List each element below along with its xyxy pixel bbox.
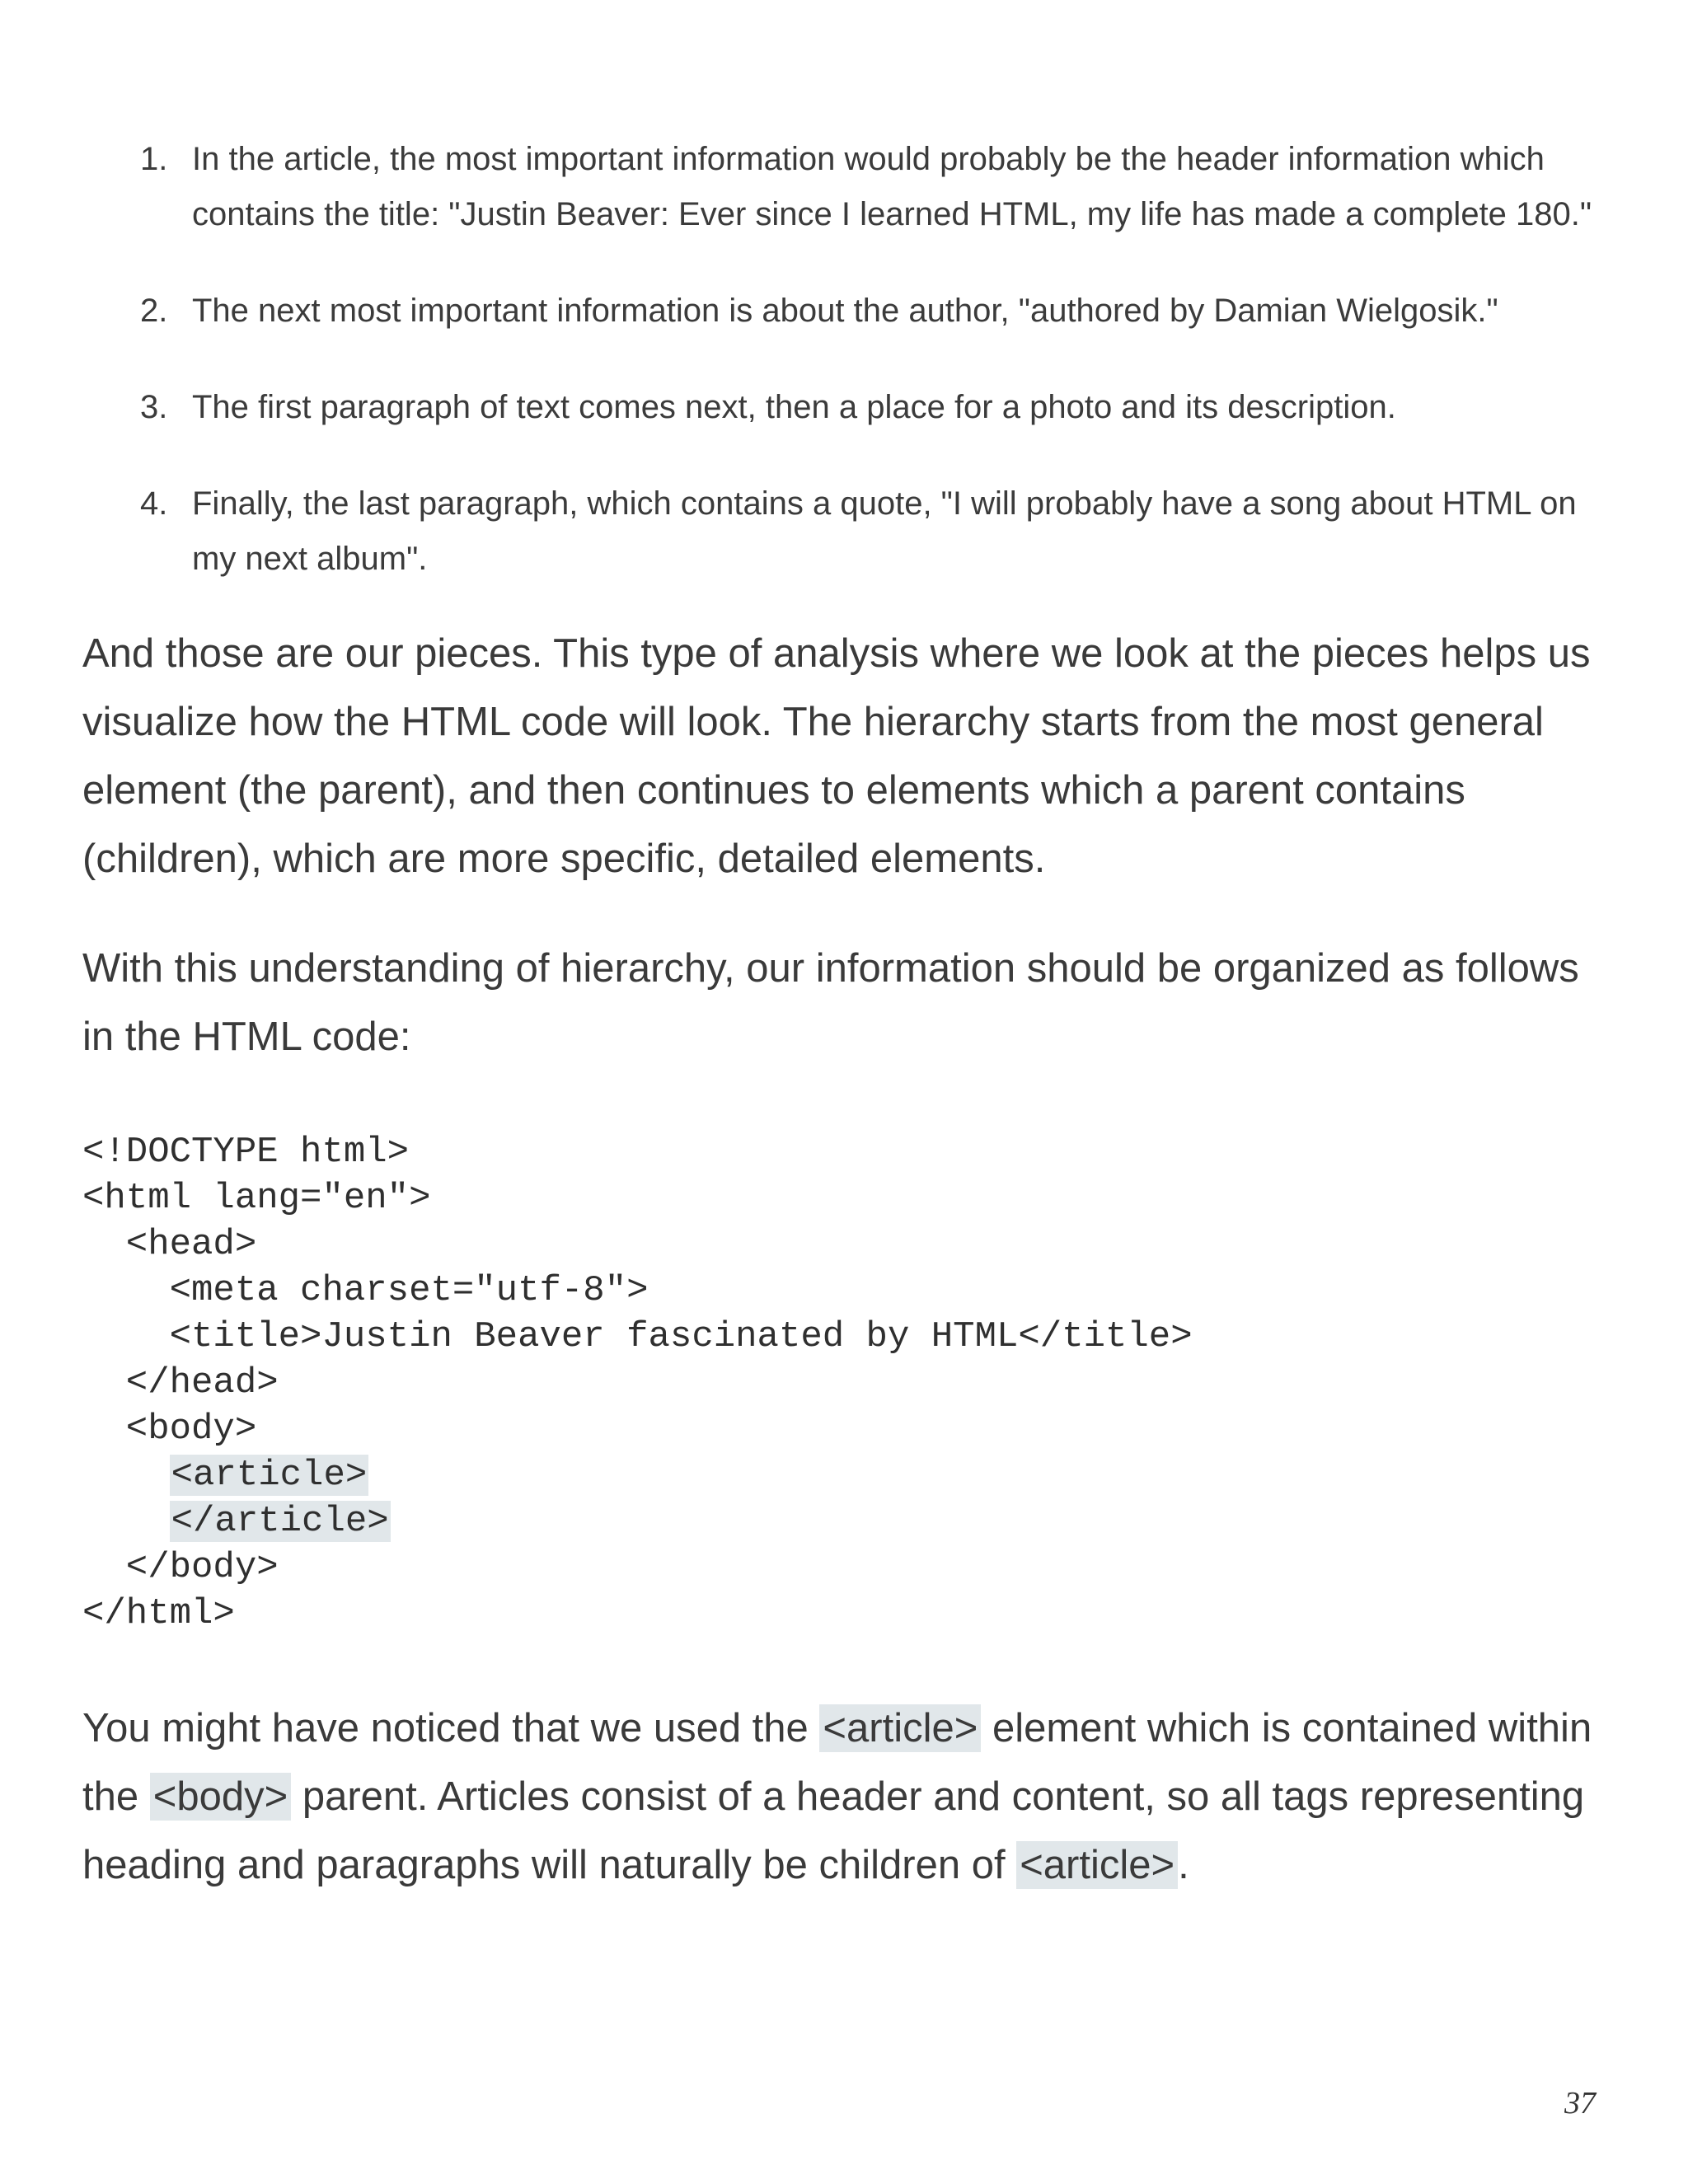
inline-code-article: <article> <box>1016 1841 1178 1889</box>
highlighted-article-open-tag: <article> <box>171 1455 368 1496</box>
list-item <box>82 476 1607 587</box>
paragraph-text: . <box>1178 1843 1189 1887</box>
inline-code-body: <body> <box>150 1773 292 1821</box>
code-line: <meta charset="utf-8"> <box>82 1270 649 1311</box>
list-item-text: The next most important information is about the author, "authored by Damian Wielgosik." <box>192 293 1498 329</box>
page-content <box>82 132 1607 1941</box>
code-line: <head> <box>82 1224 257 1265</box>
paragraph-organization-intro: With this understanding of hierarchy, our information should be organized as follows in the HTML code: <box>82 946 1579 1059</box>
code-line: <!DOCTYPE html> <box>82 1132 410 1173</box>
list-item <box>82 284 1607 339</box>
list-item-text: In the article, the most important information would probably be the header information which contains the title: "Justin Beaver: Ever since I learned HTML, my life has made a complete 180." <box>192 141 1592 232</box>
list-item-text: Finally, the last paragraph, which contains a quote, "I will probably have a song about HTML on my next album". <box>192 485 1577 577</box>
paragraph-text: element which is contained within the <box>82 1706 1592 1819</box>
paragraph-article-explanation <box>82 1694 1607 1900</box>
numbered-list <box>82 132 1607 587</box>
code-line: </html> <box>82 1593 235 1634</box>
paragraph-text: You might have noticed that we used the <box>82 1706 820 1750</box>
code-line: <title>Justin Beaver fascinated by HTML</title> <box>82 1316 1193 1357</box>
code-block <box>82 1129 1607 1637</box>
list-item-number: 3. <box>140 389 168 425</box>
page-number: 37 <box>1564 2086 1596 2121</box>
list-item <box>82 132 1607 242</box>
list-item-text: The first paragraph of text comes next, then a place for a photo and its description. <box>192 389 1396 425</box>
highlighted-article-close-tag: </article> <box>171 1501 389 1542</box>
code-line <box>82 1498 1607 1544</box>
code-indent <box>82 1501 170 1542</box>
inline-code-article: <article> <box>819 1704 981 1752</box>
code-line: <html lang="en"> <box>82 1178 431 1219</box>
list-item-number: 2. <box>140 293 168 329</box>
list-item <box>82 380 1607 435</box>
list-item-number: 1. <box>140 141 168 177</box>
paragraph-hierarchy-analysis: And those are our pieces. This type of analysis where we look at the pieces helps us visualize how the HTML code will look. The hierarchy starts from the most general element (the parent), and then continues to elements which a parent contains (children), which are more specific, detailed elements. <box>82 631 1591 881</box>
paragraph-text: parent. Articles consist of a header and content, so all tags representing heading and paragraphs will naturally be children of <box>82 1774 1585 1887</box>
code-line: </body> <box>82 1547 279 1588</box>
code-line: </head> <box>82 1362 279 1404</box>
code-line <box>82 1452 1607 1498</box>
list-item-number: 4. <box>140 485 168 522</box>
code-line: <body> <box>82 1408 257 1450</box>
code-indent <box>82 1455 170 1496</box>
